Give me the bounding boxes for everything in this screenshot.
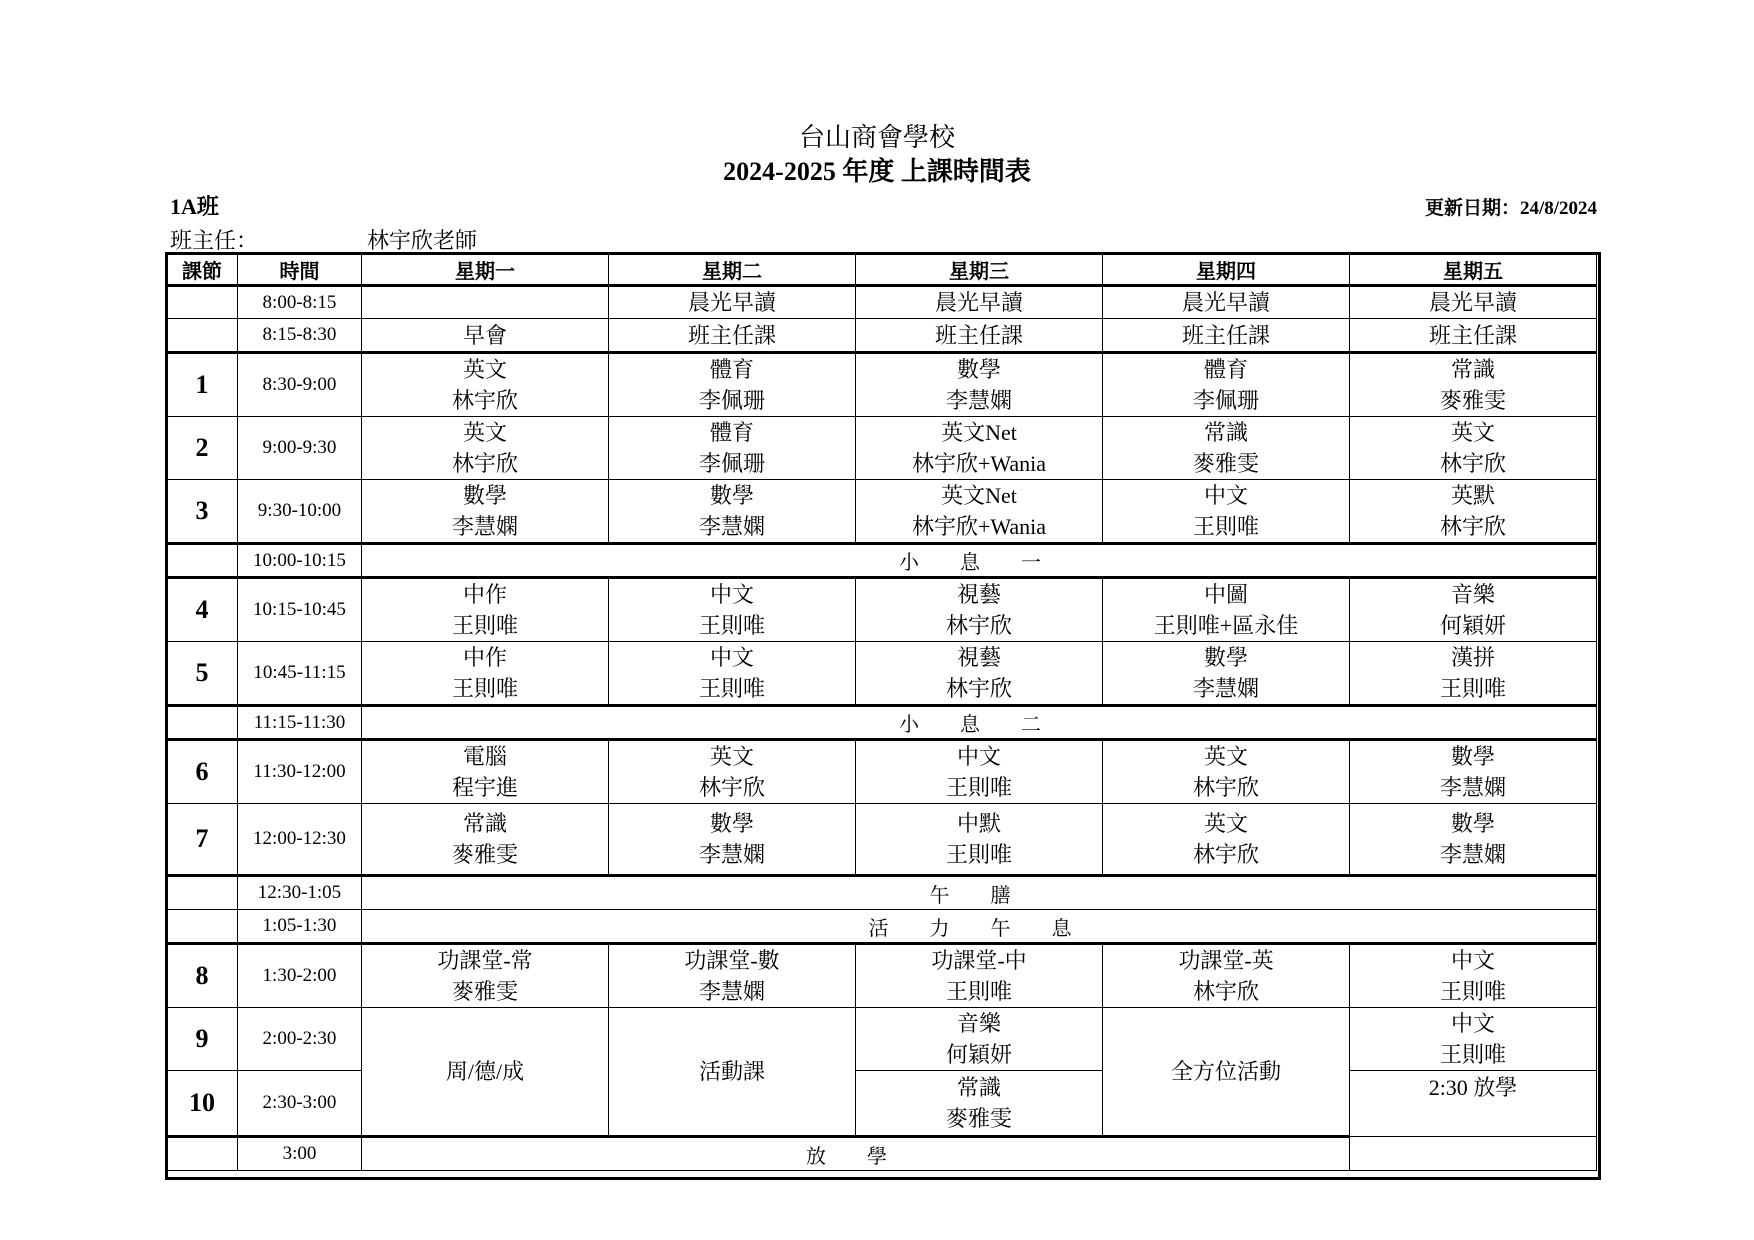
time-slot: 12:30-1:05 xyxy=(238,876,362,910)
table-row xyxy=(167,642,1597,706)
header-row xyxy=(167,255,1597,286)
tuesday-cell: 活動課 xyxy=(609,1008,856,1137)
teacher: 麥雅雯 xyxy=(451,842,518,867)
monday-cell xyxy=(362,578,609,642)
timetable xyxy=(166,254,1597,1171)
tuesday-cell xyxy=(609,804,856,876)
teacher: 李佩珊 xyxy=(698,451,765,476)
teacher: 林宇欣 xyxy=(1192,775,1259,800)
time-slot: 11:30-12:00 xyxy=(238,740,362,804)
teacher: 王則唯 xyxy=(451,676,518,701)
subject: 視藝 xyxy=(956,582,1001,607)
rest-label: 活 力 午 息 xyxy=(362,910,1597,944)
subject: 英文 xyxy=(462,420,507,445)
teacher: 林宇欣 xyxy=(451,388,518,413)
teacher: 林宇欣 xyxy=(1192,842,1259,867)
update-date: 更新日期：24/8/2024 xyxy=(1424,198,1597,219)
thursday-cell xyxy=(1103,642,1350,706)
monday-cell xyxy=(362,740,609,804)
subject: 中圖 xyxy=(1203,582,1248,607)
thursday-cell xyxy=(1103,578,1350,642)
period-number xyxy=(167,876,238,910)
teacher: 李佩珊 xyxy=(1192,388,1259,413)
class-name: 1A班 xyxy=(170,194,219,219)
friday-cell xyxy=(1350,1008,1597,1071)
wednesday-cell xyxy=(856,1008,1103,1071)
subject: 中作 xyxy=(462,645,507,670)
time-slot: 8:15-8:30 xyxy=(238,319,362,353)
class-teacher-name: 林宇欣老師 xyxy=(367,228,478,253)
subject: 英文 xyxy=(1203,811,1248,836)
friday-cell xyxy=(1350,642,1597,706)
subject: 中默 xyxy=(956,811,1001,836)
monday-cell xyxy=(362,480,609,544)
time-slot: 2:00-2:30 xyxy=(238,1008,362,1071)
friday-cell xyxy=(1350,417,1597,480)
time-slot: 1:30-2:00 xyxy=(238,944,362,1008)
subject: 音樂 xyxy=(956,1011,1001,1036)
period-number: 4 xyxy=(167,578,238,642)
period-number xyxy=(167,544,238,578)
subject: 功課堂-數 xyxy=(684,948,780,973)
subject: 中作 xyxy=(462,582,507,607)
tuesday-cell xyxy=(609,417,856,480)
thursday-cell: 全方位活動 xyxy=(1103,1008,1350,1137)
teacher: 麥雅雯 xyxy=(945,1106,1012,1131)
subject: 數學 xyxy=(1450,744,1495,769)
subject: 數學 xyxy=(956,357,1001,382)
header-thursday: 星期四 xyxy=(1103,255,1350,286)
thursday-cell: 晨光早讀 xyxy=(1103,286,1350,319)
table-row xyxy=(167,944,1597,1008)
recess-label: 小 息 一 xyxy=(362,544,1597,578)
subject: 英文 xyxy=(1450,420,1495,445)
monday-cell xyxy=(362,286,609,319)
monday-cell xyxy=(362,417,609,480)
rest-row xyxy=(167,910,1597,944)
monday-cell xyxy=(362,804,609,876)
subject: 英文 xyxy=(709,744,754,769)
class-teacher-label: 班主任： xyxy=(170,228,259,253)
monday-cell: 早會 xyxy=(362,319,609,353)
wednesday-cell xyxy=(856,417,1103,480)
monday-cell xyxy=(362,353,609,417)
teacher: 李慧嫻 xyxy=(1192,676,1259,701)
teacher: 李慧嫻 xyxy=(451,514,518,539)
subject: 中文 xyxy=(709,582,754,607)
friday-cell: 2:30 放學 xyxy=(1350,1071,1597,1137)
teacher: 王則唯 xyxy=(451,613,518,638)
period-number xyxy=(167,286,238,319)
time-slot: 12:00-12:30 xyxy=(238,804,362,876)
monday-cell xyxy=(362,944,609,1008)
table-row xyxy=(167,417,1597,480)
subject: 體育 xyxy=(709,357,754,382)
friday-cell xyxy=(1350,944,1597,1008)
period-number: 8 xyxy=(167,944,238,1008)
wednesday-cell xyxy=(856,944,1103,1008)
teacher: 何穎妍 xyxy=(1439,613,1506,638)
timetable-title: 2024-2025 年度 上課時間表 xyxy=(723,157,1031,186)
teacher: 李慧嫻 xyxy=(698,514,765,539)
subject: 漢拼 xyxy=(1450,645,1495,670)
teacher: 李慧嫻 xyxy=(698,979,765,1004)
tuesday-cell xyxy=(609,353,856,417)
teacher: 林宇欣 xyxy=(1192,979,1259,1004)
teacher: 林宇欣 xyxy=(945,613,1012,638)
header-friday: 星期五 xyxy=(1350,255,1597,286)
thursday-cell xyxy=(1103,740,1350,804)
time-slot: 1:05-1:30 xyxy=(238,910,362,944)
thursday-cell xyxy=(1103,480,1350,544)
subject: 數學 xyxy=(1203,645,1248,670)
period-number: 1 xyxy=(167,353,238,417)
time-slot: 10:45-11:15 xyxy=(238,642,362,706)
friday-cell xyxy=(1350,1137,1597,1171)
subject: 數學 xyxy=(709,811,754,836)
period-number: 9 xyxy=(167,1008,238,1071)
subject: 英默 xyxy=(1450,483,1495,508)
table-row xyxy=(167,578,1597,642)
teacher: 麥雅雯 xyxy=(451,979,518,1004)
teacher: 王則唯 xyxy=(1192,514,1259,539)
table-row xyxy=(167,740,1597,804)
dismissal-label: 放 學 xyxy=(362,1137,1350,1171)
thursday-cell: 班主任課 xyxy=(1103,319,1350,353)
lunch-row xyxy=(167,876,1597,910)
tuesday-cell: 班主任課 xyxy=(609,319,856,353)
teacher: 王則唯 xyxy=(1439,1042,1506,1067)
subject: 英文 xyxy=(462,357,507,382)
teacher: 李慧嫻 xyxy=(945,388,1012,413)
tuesday-cell xyxy=(609,740,856,804)
subject: 音樂 xyxy=(1450,582,1495,607)
wednesday-cell xyxy=(856,578,1103,642)
teacher: 林宇欣 xyxy=(945,676,1012,701)
friday-cell xyxy=(1350,804,1597,876)
header-wednesday: 星期三 xyxy=(856,255,1103,286)
teacher: 林宇欣 xyxy=(451,451,518,476)
subject: 常識 xyxy=(956,1075,1001,1100)
subject: 英文 xyxy=(1203,744,1248,769)
header-period: 課節 xyxy=(167,255,238,286)
time-slot: 9:30-10:00 xyxy=(238,480,362,544)
header-tuesday: 星期二 xyxy=(609,255,856,286)
period-number: 2 xyxy=(167,417,238,480)
wednesday-cell xyxy=(856,1071,1103,1137)
lunch-label: 午 膳 xyxy=(362,876,1597,910)
subject: 英文Net xyxy=(941,420,1017,445)
thursday-cell xyxy=(1103,804,1350,876)
teacher: 李佩珊 xyxy=(698,388,765,413)
thursday-cell xyxy=(1103,353,1350,417)
friday-cell: 晨光早讀 xyxy=(1350,286,1597,319)
table-row xyxy=(167,319,1597,353)
teacher: 王則唯 xyxy=(1439,979,1506,1004)
break-row xyxy=(167,544,1597,578)
subject: 常識 xyxy=(1450,357,1495,382)
period-number xyxy=(167,1137,238,1171)
subject: 數學 xyxy=(462,483,507,508)
subject: 中文 xyxy=(1203,483,1248,508)
time-slot: 2:30-3:00 xyxy=(238,1071,362,1137)
tuesday-cell xyxy=(609,480,856,544)
friday-cell xyxy=(1350,353,1597,417)
tuesday-cell xyxy=(609,578,856,642)
thursday-cell xyxy=(1103,944,1350,1008)
time-slot: 10:00-10:15 xyxy=(238,544,362,578)
subject: 功課堂-常 xyxy=(437,948,533,973)
friday-cell xyxy=(1350,740,1597,804)
monday-cell xyxy=(362,642,609,706)
teacher: 王則唯+區永佳 xyxy=(1153,613,1299,638)
time-slot: 8:30-9:00 xyxy=(238,353,362,417)
teacher: 林宇欣 xyxy=(1439,451,1506,476)
subject: 功課堂-中 xyxy=(931,948,1027,973)
table-row xyxy=(167,480,1597,544)
wednesday-cell xyxy=(856,804,1103,876)
subject: 體育 xyxy=(709,420,754,445)
teacher: 王則唯 xyxy=(1439,676,1506,701)
period-number: 10 xyxy=(167,1071,238,1137)
teacher: 何穎妍 xyxy=(945,1042,1012,1067)
time-slot: 9:00-9:30 xyxy=(238,417,362,480)
teacher: 王則唯 xyxy=(945,775,1012,800)
subject: 數學 xyxy=(709,483,754,508)
thursday-cell xyxy=(1103,417,1350,480)
table-row xyxy=(167,804,1597,876)
teacher: 麥雅雯 xyxy=(1192,451,1259,476)
wednesday-cell xyxy=(856,353,1103,417)
monday-cell: 周/德/成 xyxy=(362,1008,609,1137)
teacher: 林宇欣 xyxy=(698,775,765,800)
period-number: 6 xyxy=(167,740,238,804)
period-number: 3 xyxy=(167,480,238,544)
subject: 英文Net xyxy=(941,483,1017,508)
time-slot: 10:15-10:45 xyxy=(238,578,362,642)
recess-label: 小 息 二 xyxy=(362,706,1597,740)
period-number: 5 xyxy=(167,642,238,706)
wednesday-cell xyxy=(856,480,1103,544)
teacher: 王則唯 xyxy=(945,842,1012,867)
time-slot: 11:15-11:30 xyxy=(238,706,362,740)
tuesday-cell: 晨光早讀 xyxy=(609,286,856,319)
school-name: 台山商會學校 xyxy=(798,123,955,152)
tuesday-cell xyxy=(609,642,856,706)
subject: 常識 xyxy=(1203,420,1248,445)
friday-cell: 班主任課 xyxy=(1350,319,1597,353)
table-row xyxy=(167,1008,1597,1071)
tuesday-cell xyxy=(609,944,856,1008)
teacher: 麥雅雯 xyxy=(1439,388,1506,413)
subject: 中文 xyxy=(1450,1011,1495,1036)
subject: 電腦 xyxy=(462,744,507,769)
wednesday-cell xyxy=(856,740,1103,804)
teacher: 李慧嫻 xyxy=(698,842,765,867)
subject: 中文 xyxy=(1450,948,1495,973)
break-row xyxy=(167,706,1597,740)
teacher: 林宇欣 xyxy=(1439,514,1506,539)
subject: 常識 xyxy=(462,811,507,836)
period-number xyxy=(167,706,238,740)
wednesday-cell: 晨光早讀 xyxy=(856,286,1103,319)
subject: 體育 xyxy=(1203,357,1248,382)
teacher: 王則唯 xyxy=(945,979,1012,1004)
subject: 視藝 xyxy=(956,645,1001,670)
wednesday-cell: 班主任課 xyxy=(856,319,1103,353)
teacher: 王則唯 xyxy=(698,676,765,701)
time-slot: 8:00-8:15 xyxy=(238,286,362,319)
subject: 中文 xyxy=(709,645,754,670)
header-time: 時間 xyxy=(238,255,362,286)
friday-cell xyxy=(1350,480,1597,544)
wednesday-cell xyxy=(856,642,1103,706)
period-number xyxy=(167,910,238,944)
subject: 中文 xyxy=(956,744,1001,769)
friday-cell xyxy=(1350,578,1597,642)
header-monday: 星期一 xyxy=(362,255,609,286)
subject: 數學 xyxy=(1450,811,1495,836)
teacher: 王則唯 xyxy=(698,613,765,638)
period-number: 7 xyxy=(167,804,238,876)
table-row xyxy=(167,353,1597,417)
teacher: 李慧嫻 xyxy=(1439,775,1506,800)
teacher: 林宇欣+Wania xyxy=(911,451,1047,476)
teacher: 李慧嫻 xyxy=(1439,842,1506,867)
subject: 功課堂-英 xyxy=(1178,948,1274,973)
teacher: 程宇進 xyxy=(451,775,518,800)
table-row xyxy=(167,286,1597,319)
period-number xyxy=(167,319,238,353)
time-slot: 3:00 xyxy=(238,1137,362,1171)
dismissal-row xyxy=(167,1137,1597,1171)
teacher: 林宇欣+Wania xyxy=(911,514,1047,539)
